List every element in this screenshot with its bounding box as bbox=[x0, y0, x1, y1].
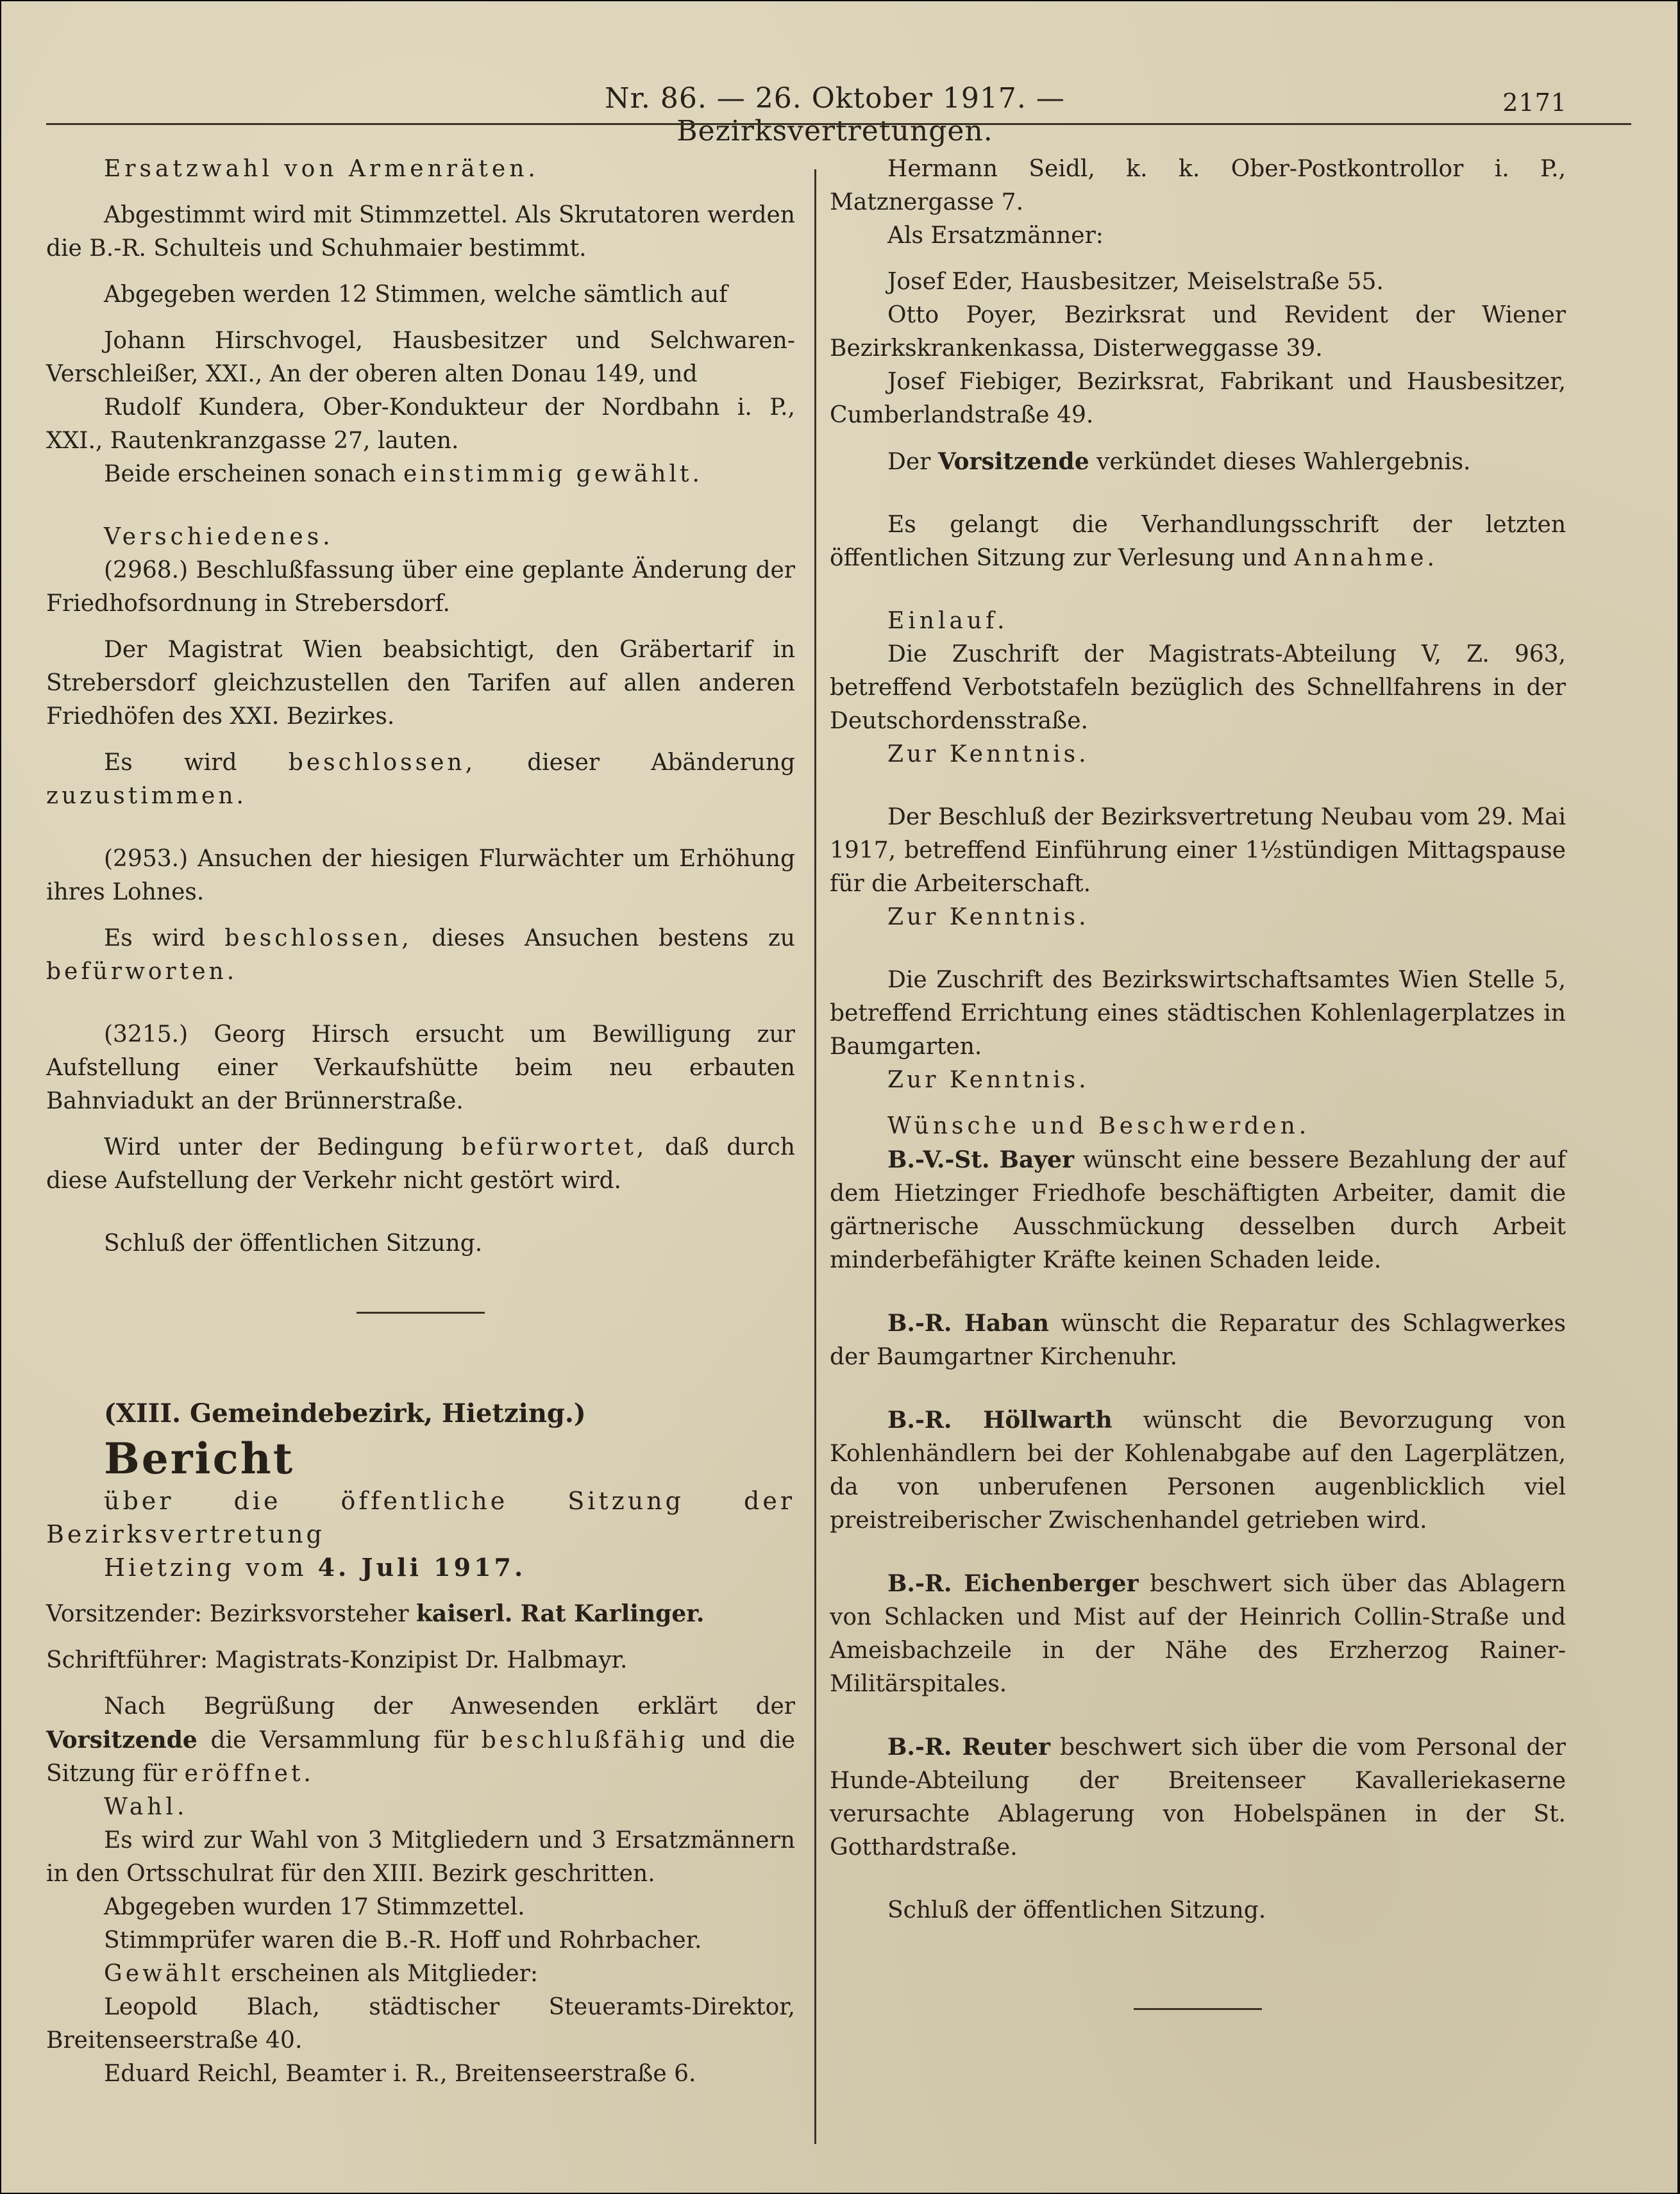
paragraph bbox=[830, 508, 1566, 575]
paragraph bbox=[46, 1957, 795, 1991]
text: beschwert sich über die vom Personal der Hunde-Abteilung der Breitenseer Kavalleriekaserne verursachte Ablagerung von Hobelspänen in der St. Gotthardstraße. bbox=[830, 1734, 1566, 1861]
emphasis: Gewählt bbox=[104, 1961, 224, 1987]
kenntnis-line: Zur Kenntnis. bbox=[887, 904, 1089, 930]
paragraph: Eduard Reichl, Beamter i. R., Breitenseerstraße 6. bbox=[104, 2061, 696, 2087]
speaker-name: B.-R. Reuter bbox=[887, 1734, 1050, 1761]
heading-ersatzwahl: Ersatzwahl von Armenräten. bbox=[104, 156, 539, 182]
report-subtitle-date bbox=[46, 1551, 795, 1584]
paragraph bbox=[830, 1567, 1566, 1701]
speaker-name: B.-R. Höllwarth bbox=[887, 1407, 1113, 1434]
text: und die Sitzung für bbox=[46, 1727, 795, 1787]
text: die Versammlung für bbox=[210, 1727, 468, 1754]
text: Es wird bbox=[104, 925, 205, 951]
emphasis: einstimmig gewählt. bbox=[403, 461, 703, 487]
paragraph: Leopold Blach, städtischer Steueramts-Direktor, Breitenseerstraße 40. bbox=[46, 1994, 795, 2054]
paragraph: Josef Eder, Hausbesitzer, Meiselstraße 55. bbox=[887, 269, 1384, 295]
clerk-line: Schriftführer: Magistrats-Konzipist Dr. Halbmayr. bbox=[46, 1647, 628, 1673]
kenntnis-line: Zur Kenntnis. bbox=[887, 741, 1089, 767]
emphasis: befürwortet, bbox=[461, 1134, 648, 1160]
paragraph: Abgestimmt wird mit Stimmzettel. Als Skrutatoren werden die B.-R. Schulteis und Schuhmaier bestimmt. bbox=[46, 202, 795, 262]
report-subtitle: über die öffentliche Sitzung der Bezirksvertretung bbox=[46, 1487, 795, 1548]
paragraph bbox=[46, 746, 795, 813]
paragraph: (2953.) Ansuchen der hiesigen Flurwächter um Erhöhung ihres Lohnes. bbox=[46, 846, 795, 905]
text: verkündet dieses Wahlergebnis. bbox=[1096, 449, 1471, 475]
emphasis: Vorsitzende bbox=[937, 448, 1089, 475]
text: wünscht die Reparatur des Schlagwerkes der Baumgartner Kirchenuhr. bbox=[830, 1311, 1566, 1370]
text: wünscht die Bevorzugung von Kohlenhändlern bei der Kohlenabgabe auf den Lagerplätzen, da von unberufenen Personen augenblicklich viel preistreiberischer Zwischenhandel getrieben wird. bbox=[830, 1407, 1566, 1534]
paragraph bbox=[830, 1307, 1566, 1374]
closing-line: Schluß der öffentlichen Sitzung. bbox=[104, 1230, 483, 1257]
heading-verschiedenes: Verschiedenes. bbox=[104, 524, 334, 550]
emphasis: zuzustimmen. bbox=[46, 783, 247, 809]
paragraph: Es wird zur Wahl von 3 Mitgliedern und 3 Ersatzmännern in den Ortsschulrat für den XIII. Bezirk geschritten. bbox=[46, 1827, 795, 1887]
emphasis: beschlußfähig bbox=[481, 1727, 689, 1754]
header-rule bbox=[46, 123, 1631, 125]
left-column bbox=[46, 153, 795, 2091]
paragraph: Der Beschluß der Bezirksvertretung Neubau vom 29. Mai 1917, betreffend Einführung einer 1½stündigen Mittagspause für die Arbeiterschaft. bbox=[830, 804, 1566, 897]
heading-wuensche: Wünsche und Beschwerden. bbox=[887, 1113, 1311, 1139]
chair-line bbox=[46, 1597, 795, 1631]
closing-line: Schluß der öffentlichen Sitzung. bbox=[887, 1897, 1266, 1923]
paragraph: Abgegeben werden 12 Stimmen, welche sämtlich auf bbox=[104, 281, 728, 308]
right-column bbox=[830, 153, 1566, 2010]
text: dieser Abänderung bbox=[527, 749, 795, 776]
text: Der bbox=[887, 449, 931, 475]
district-heading: (XIII. Gemeindebezirk, Hietzing.) bbox=[104, 1398, 586, 1428]
paragraph bbox=[46, 1131, 795, 1198]
paragraph bbox=[830, 445, 1566, 479]
kenntnis-line: Zur Kenntnis. bbox=[887, 1067, 1089, 1093]
paragraph bbox=[830, 1143, 1566, 1277]
chair-name: kaiserl. Rat Karlinger. bbox=[416, 1600, 705, 1627]
paragraph: Hermann Seidl, k. k. Ober-Postkontrollor i. P., Matznergasse 7. bbox=[830, 156, 1566, 215]
text: Vorsitzender: Bezirksvorsteher bbox=[46, 1601, 409, 1627]
paragraph: Der Magistrat Wien beabsichtigt, den Gräbertarif in Strebersdorf gleichzustellen den Tarifen auf allen anderen Friedhöfen des XXI. Bezirkes. bbox=[46, 637, 795, 730]
paragraph: (3215.) Georg Hirsch ersucht um Bewilligung zur Aufstellung einer Verkaufshütte beim neu erbauten Bahnviadukt an der Brünnerstraße. bbox=[46, 1021, 795, 1114]
paragraph: Abgegeben wurden 17 Stimmzettel. bbox=[104, 1894, 525, 1920]
paragraph bbox=[46, 1690, 795, 1791]
emphasis: Annahme. bbox=[1294, 545, 1438, 571]
text: Nach Begrüßung der Anwesenden erklärt der bbox=[104, 1693, 795, 1720]
paragraph bbox=[830, 1403, 1566, 1537]
text: beschwert sich über das Ablagern von Schlacken und Mist auf der Heinrich Collin-Straße und Ameisbachzeile in der Nähe des Erzherzog Rainer-Militärspitales. bbox=[830, 1571, 1566, 1697]
emphasis: beschlossen, bbox=[288, 749, 476, 776]
heading-wahl: Wahl. bbox=[104, 1794, 189, 1820]
page-header bbox=[1, 78, 1677, 147]
text: Wird unter der Bedingung bbox=[104, 1134, 444, 1160]
paragraph: Stimmprüfer waren die B.-R. Hoff und Rohrbacher. bbox=[104, 1927, 702, 1954]
text: wünscht eine bessere Bezahlung der auf dem Hietzinger Friedhofe beschäftigten Arbeiter, damit die gärtnerische Ausschmückung desselben durch Arbeit minderbefähigter Kräfte keinen Schaden leide. bbox=[830, 1147, 1566, 1273]
paragraph: Otto Poyer, Bezirksrat und Revident der Wiener Bezirkskrankenkassa, Disterweggasse 39. bbox=[830, 302, 1566, 362]
paragraph: Die Zuschrift der Magistrats-Abteilung V, Z. 963, betreffend Verbotstafeln bezüglich des Schnellfahrens in der Deutschordensstraße. bbox=[830, 641, 1566, 734]
emphasis: Vorsitzende bbox=[46, 1727, 197, 1754]
text: daß durch diese Aufstellung der Verkehr nicht gestört wird. bbox=[46, 1134, 795, 1194]
column-divider bbox=[814, 169, 816, 2144]
paragraph bbox=[830, 1730, 1566, 1864]
paragraph: Rudolf Kundera, Ober-Kondukteur der Nordbahn i. P., XXI., Rautenkranzgasse 27, lauten. bbox=[46, 394, 795, 454]
session-date: 4. Juli 1917. bbox=[317, 1553, 526, 1582]
newspaper-page bbox=[1, 1, 1677, 2193]
section-rule bbox=[1134, 2008, 1262, 2010]
paragraph bbox=[46, 458, 795, 491]
paragraph: Als Ersatzmänner: bbox=[887, 222, 1104, 249]
paragraph bbox=[46, 922, 795, 989]
speaker-name: B.-R. Haban bbox=[887, 1310, 1049, 1337]
emphasis: eröffnet. bbox=[184, 1761, 314, 1787]
paragraph: Johann Hirschvogel, Hausbesitzer und Selchwaren-Verschleißer, XXI., An der oberen alten Donau 149, und bbox=[46, 328, 795, 387]
text: Hietzing vom bbox=[104, 1553, 307, 1582]
text: erscheinen als Mitglieder: bbox=[230, 1961, 539, 1987]
emphasis: beschlossen, bbox=[224, 925, 412, 951]
paragraph: Die Zuschrift des Bezirkswirtschaftsamtes Wien Stelle 5, betreffend Errichtung eines städtischen Kohlenlagerplatzes in Baumgarten. bbox=[830, 967, 1566, 1060]
speaker-name: B.-R. Eichenberger bbox=[887, 1570, 1139, 1597]
speaker-name: B.-V.-St. Bayer bbox=[887, 1146, 1075, 1173]
paragraph: (2968.) Beschlußfassung über eine geplante Änderung der Friedhofsordnung in Strebersdorf. bbox=[46, 557, 795, 617]
report-title: Bericht bbox=[104, 1434, 295, 1484]
text: dieses Ansuchen bestens zu bbox=[432, 925, 795, 951]
running-title: Nr. 86. — 26. Oktober 1917. — Bezirksvertretungen. bbox=[605, 82, 1065, 147]
page-number: 2171 bbox=[1502, 88, 1567, 117]
text: Es gelangt die Verhandlungsschrift der letzten öffentlichen Sitzung zur Verlesung und bbox=[830, 512, 1566, 571]
emphasis: befürworten. bbox=[46, 959, 238, 985]
heading-einlauf: Einlauf. bbox=[887, 608, 1009, 634]
paragraph: Josef Fiebiger, Bezirksrat, Fabrikant und Hausbesitzer, Cumberlandstraße 49. bbox=[830, 369, 1566, 428]
text: Es wird bbox=[104, 749, 237, 776]
text: Beide erscheinen sonach bbox=[104, 461, 396, 487]
